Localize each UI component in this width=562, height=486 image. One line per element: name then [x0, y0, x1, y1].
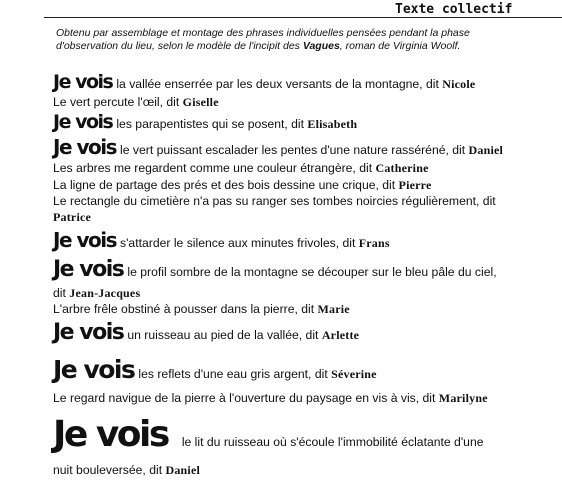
line-text: Les arbres me regardent comme une couleur étrangère, dit: [53, 161, 376, 175]
je-vois-heading: Je vois: [53, 111, 113, 133]
poem-line: [53, 286, 140, 301]
poem-line: [53, 355, 377, 384]
line-text: le vert puissant escalader les pentes d'une nature rasséréné, dit: [120, 143, 469, 157]
author-name: Frans: [358, 236, 390, 250]
page-title: Texte collectif: [395, 2, 513, 17]
poem-line: [53, 391, 488, 406]
poem-line: [53, 463, 200, 478]
poem-line: [53, 228, 390, 252]
line-text: Le vert percute l'œil, dit: [53, 95, 183, 109]
line-text: la vallée enserrée par les deux versants de la montagne, dit: [116, 77, 443, 91]
author-name: Patrice: [53, 210, 92, 224]
author-name: Marie: [317, 302, 350, 316]
author-name: Nicole: [442, 77, 476, 91]
intro-work-title: Vagues: [302, 40, 340, 52]
je-vois-heading: Je vois: [53, 71, 113, 93]
line-text: Le rectangle du cimetière n'a pas su ranger ses tombes noircies régulièrement, dit: [53, 194, 496, 208]
poem-line: [53, 302, 350, 317]
intro-paragraph: [56, 27, 526, 53]
poem-line: [53, 320, 359, 345]
poem-line: [53, 135, 503, 159]
page-header: [0, 0, 562, 20]
line-text: un ruisseau au pied de la vallée, dit: [127, 328, 322, 342]
line-text: L'arbre frêle obstiné à pousser dans la pierre, dit: [53, 302, 318, 316]
je-vois-heading: Je vois: [53, 320, 124, 345]
author-name: Marilyne: [438, 391, 488, 405]
line-text: les reflets d'une eau gris argent, dit: [138, 367, 332, 381]
je-vois-heading: Je vois: [53, 135, 117, 159]
line-text: les parapentistes qui se posent, dit: [116, 117, 308, 131]
line-text: nuit bouleversée, dit: [53, 463, 166, 477]
je-vois-heading: Je vois: [53, 257, 124, 282]
poem-line: [53, 414, 484, 455]
author-name: Daniel: [468, 143, 504, 157]
poem-line: [53, 194, 496, 208]
line-text: Le regard navigue de la pierre à l'ouverture du paysage en vis à vis, dit: [53, 391, 439, 405]
intro-text: Obtenu par assemblage et montage des phrases individuelles pensées pendant la phase d'observation du lieu, selon le modèle de l'incipit des: [56, 27, 470, 52]
author-name: Daniel: [165, 463, 201, 477]
author-name: Arlette: [321, 328, 360, 342]
line-text: le profil sombre de la montagne se découper sur le bleu pâle du ciel,: [127, 265, 497, 279]
je-vois-heading: Je vois: [53, 414, 168, 455]
line-text: La ligne de partage des prés et des bois dessine une crique, dit: [53, 178, 399, 192]
poem-line: [53, 161, 429, 176]
poem-line: [53, 178, 432, 193]
line-text: s'attarder le silence aux minutes frivoles, dit: [120, 236, 359, 250]
author-name: Catherine: [375, 161, 429, 175]
author-name: Pierre: [398, 178, 432, 192]
author-name: Elisabeth: [307, 117, 358, 131]
author-name: Giselle: [182, 95, 219, 109]
header-rule: [44, 17, 562, 18]
je-vois-heading: Je vois: [53, 355, 135, 384]
je-vois-heading: Je vois: [53, 228, 117, 252]
line-text: le lit du ruisseau où s'écoule l'immobilité éclatante d'une: [181, 435, 484, 449]
intro-text-end: , roman de Virginia Woolf.: [339, 40, 461, 52]
poem-line: [53, 257, 497, 282]
poem-line: [53, 95, 219, 110]
line-text: dit: [53, 286, 70, 300]
poem-line: [53, 111, 357, 133]
author-name: Séverine: [331, 367, 377, 381]
poem-line: [53, 210, 91, 225]
poem-line: [53, 71, 475, 93]
author-name: Jean-Jacques: [69, 286, 141, 300]
